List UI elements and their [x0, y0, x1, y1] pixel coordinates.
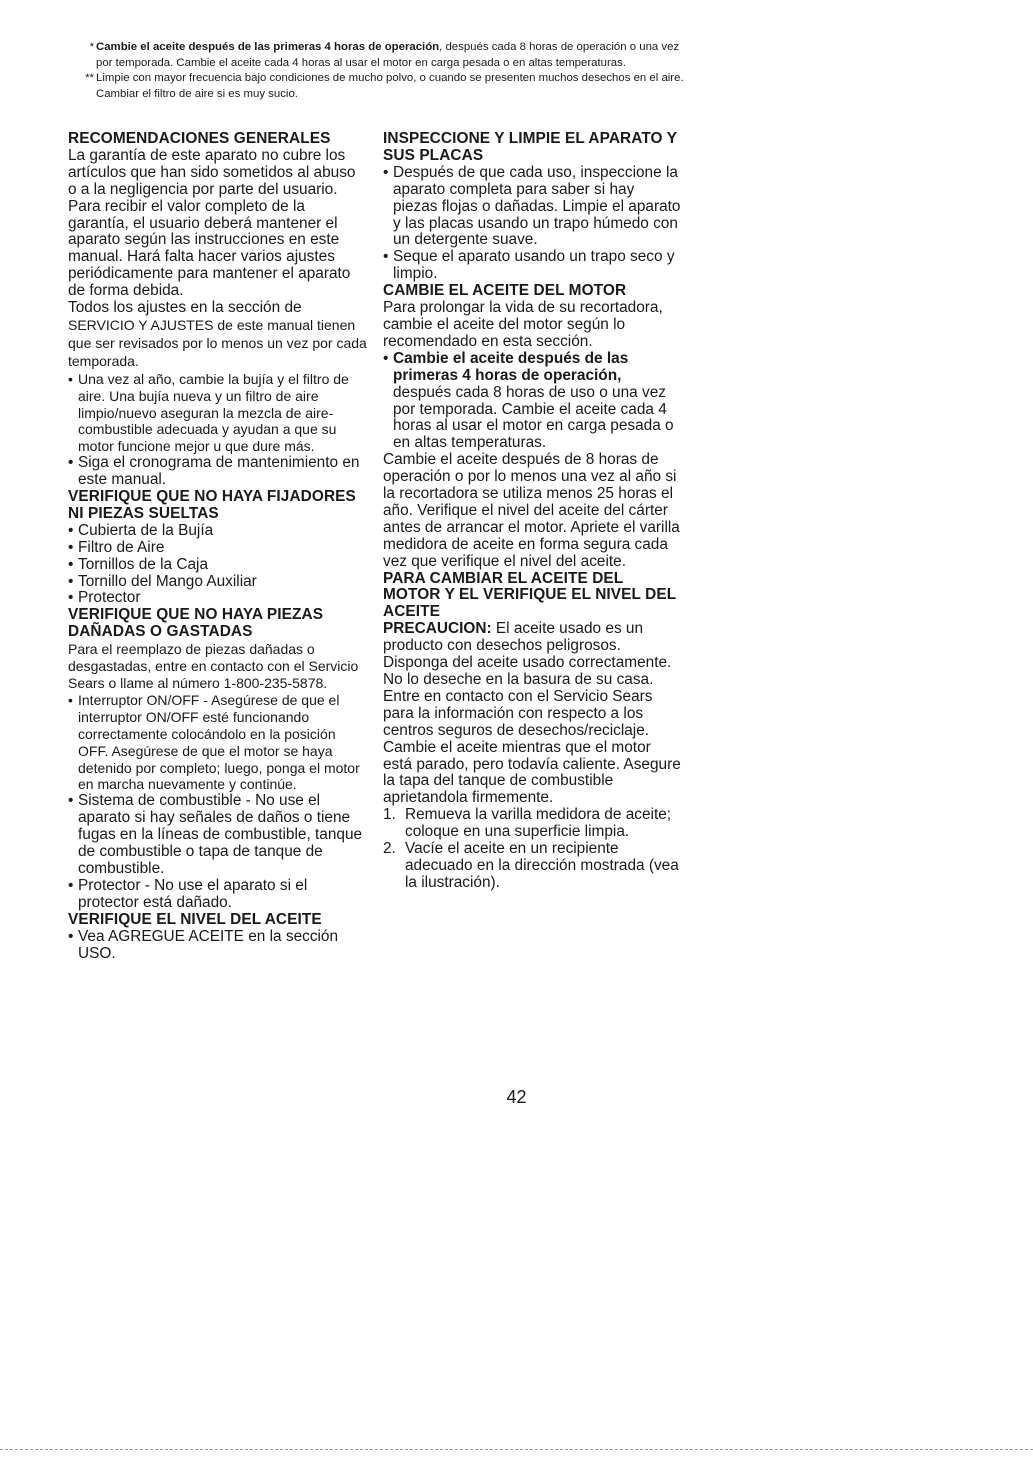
caution-notice: [383, 621, 683, 739]
bullet-icon: [68, 929, 73, 946]
step-number: 1.: [383, 806, 396, 824]
list-item: [68, 523, 368, 540]
list-item-text: Cubierta de la Bujía: [78, 521, 214, 539]
list-item: [68, 540, 368, 557]
list-item-text: Protector: [78, 589, 141, 607]
bullet-text: Vea AGREGUE ACEITE en la sección USO.: [78, 927, 339, 962]
bullet-text: Interruptor ON/OFF - Asegúrese de que el interruptor ON/OFF esté funcionando correctamente colocándolo en la posición OFF. Asegúrese de que el motor se haya detenido por completo; luego, ponga el motor en marcha nuevamente y continúe.: [78, 691, 360, 793]
paragraph-replacement: Para el reemplazo de piezas dañadas o desgastadas, entre en contacto con el Servicio Sears o llame al número 1-800-235-5878.: [68, 641, 359, 691]
bullet-icon: [68, 371, 73, 388]
paragraph-oil-interval: Cambie el aceite después de 8 horas de operación o por lo menos una vez al año si la recortadora se utiliza menos 25 horas el año. Verifique el nivel del aceite del cárter antes de arrancar el motor. Apriete el varilla medidora de aceite en forma segura cada vez que verifique el nivel del aceite.: [383, 451, 680, 570]
heading-oil-procedure: PARA CAMBIAR EL ACEITE DEL MOTOR Y EL VERIFIQUE EL NIVEL DEL ACEITE: [383, 569, 676, 621]
paragraph-adjustments: [68, 300, 368, 371]
heading-inspect-clean: INSPECCIONE Y LIMPIE EL APARATO Y SUS PLACAS: [383, 130, 677, 164]
step-text: Vacíe el aceite en un recipiente adecuado en la dirección mostrada (vea la ilustración).: [405, 840, 679, 891]
bullet-icon: [383, 351, 388, 368]
bullet-schedule: [68, 455, 368, 489]
bullet-icon: [68, 540, 73, 557]
bullet-spark-plug: [68, 371, 368, 456]
bullet-text: Después de que cada uso, inspeccione la aparato completa para saber si hay piezas flojas o dañadas. Limpie el aparato y las placas usando un trapo húmedo con un detergente suave.: [393, 163, 681, 249]
bullet-inspect: [383, 165, 683, 250]
bullet-dry: [383, 249, 683, 283]
heading-check-oil: VERIFIQUE EL NIVEL DEL ACEITE: [68, 910, 322, 928]
paragraph-warranty: La garantía de este aparato no cubre los artículos que han sido sometidos al abuso o a la negligencia por parte del usuario. Para recibir el valor completo de la garantía, el usuario deberá mantener el aparato según las instrucciones en este manual. Hará falta hacer varios ajustes periódicamente para mantener el aparato de forma debida.: [68, 146, 356, 300]
bullet-text: después cada 8 horas de uso o una vez por temporada. Cambie el aceite cada 4 horas al usar el motor en carga pesada o en altas temperaturas.: [393, 383, 674, 452]
bullet-icon: [68, 455, 73, 472]
list-item: [68, 557, 368, 574]
heading-loose-parts: VERIFIQUE QUE NO HAYA FIJADORES NI PIEZAS SUELTAS: [68, 488, 356, 522]
list-item-text: Filtro de Aire: [78, 538, 165, 556]
heading-damaged-parts: VERIFIQUE QUE NO HAYA PIEZAS DAÑADAS O GASTADAS: [68, 606, 324, 641]
list-item: [68, 590, 368, 607]
step-number: 2.: [383, 840, 396, 858]
heading-general-recommendations: RECOMENDACIONES GENERALES: [68, 130, 331, 147]
step-text: Remueva la varilla medidora de aceite; coloque en una superficie limpia.: [405, 806, 672, 841]
bullet-icon: [68, 557, 73, 574]
page-number: 42: [506, 1087, 527, 1107]
bullet-text: Seque el aparato usando un trapo seco y limpio.: [393, 248, 675, 283]
list-item: [68, 574, 368, 591]
right-column: [383, 131, 683, 892]
page-edge-divider: [0, 1449, 1033, 1450]
paragraph-adjustments-lead: Todos los ajustes en la sección de: [68, 299, 302, 317]
step-item: [383, 807, 683, 841]
bullet-text: Siga el cronograma de mantenimiento en este manual.: [78, 454, 360, 489]
bullet-icon: [68, 793, 73, 810]
bullet-text: Protector - No use el aparato si el protector está dañado.: [78, 876, 308, 911]
bullet-add-oil: [68, 929, 368, 963]
footnote-mark: **: [85, 72, 94, 85]
bullet-fuel-system: [68, 793, 368, 878]
footnotes: [76, 40, 686, 102]
footnote-bold-text: Cambie el aceite después de las primeras 4 horas de operación: [96, 41, 440, 53]
bullet-first-oil-change: [383, 351, 683, 452]
bullet-guard: [68, 878, 368, 912]
paragraph-engine-warm: Cambie el aceite mientras que el motor está parado, pero todavía caliente. Asegure la tapa del tanque de combustible aprietandola firmemente.: [383, 738, 681, 807]
caution-text: El aceite usado es un producto con desechos peligrosos. Disponga del aceite usado correctamente. No lo deseche en la basura de su casa. Entre en contacto con el Servicio Sears para la información con respecto a los centros seguros de desechos/reciclaje.: [383, 620, 672, 739]
bullet-icon: [68, 590, 73, 607]
footnote-mark: *: [89, 41, 94, 53]
paragraph-prolong-life: Para prolongar la vida de su recortadora, cambie el aceite del motor según lo recomendado en esta sección.: [383, 299, 663, 350]
bullet-icon: [383, 249, 388, 266]
bullet-text: Sistema de combustible - No use el aparato si hay señales de daños o tiene fugas en la líneas de combustible, tanque de combustible o tapa de tanque de combustible.: [78, 792, 363, 877]
bullet-bold-text: Cambie el aceite después de las primeras 4 horas de operación,: [393, 349, 629, 384]
footnote-text: , después cada 8 horas de operación o una vez por temporada. Cambie el aceite cada 4 horas al usar el motor en carga pesada o en altas temperaturas.: [96, 41, 680, 69]
bullet-icon: [383, 165, 388, 182]
list-item-text: Tornillo del Mango Auxiliar: [78, 572, 257, 590]
footnote-text: Limpie con mayor frecuencia bajo condiciones de mucho polvo, o cuando se presenten muchos desechos en el aire. Cambiar el filtro de aire si es muy sucio.: [96, 72, 684, 100]
bullet-text: Una vez al año, cambie la bujía y el filtro de aire. Una bujía nueva y un filtro de aire limpio/nuevo aseguran la mezcla de aire-combustible adecuada y ayudan a que su motor funcione mejor u que dure más.: [78, 370, 349, 455]
footnote-oil: [76, 40, 686, 71]
footnote-air-filter: [76, 71, 686, 102]
bullet-switch: [68, 692, 368, 793]
left-column: [68, 131, 368, 962]
step-item: [383, 841, 683, 892]
paragraph-adjustments-rest: SERVICIO Y AJUSTES de este manual tienen que ser revisados por lo menos un vez por cada temporada.: [68, 316, 367, 369]
caution-label: PRECAUCION:: [383, 620, 492, 638]
list-item-text: Tornillos de la Caja: [78, 555, 209, 573]
bullet-icon: [68, 523, 73, 540]
bullet-icon: [68, 692, 73, 709]
heading-change-oil: CAMBIE EL ACEITE DEL MOTOR: [383, 282, 627, 300]
bullet-icon: [68, 878, 73, 895]
bullet-icon: [68, 574, 73, 591]
